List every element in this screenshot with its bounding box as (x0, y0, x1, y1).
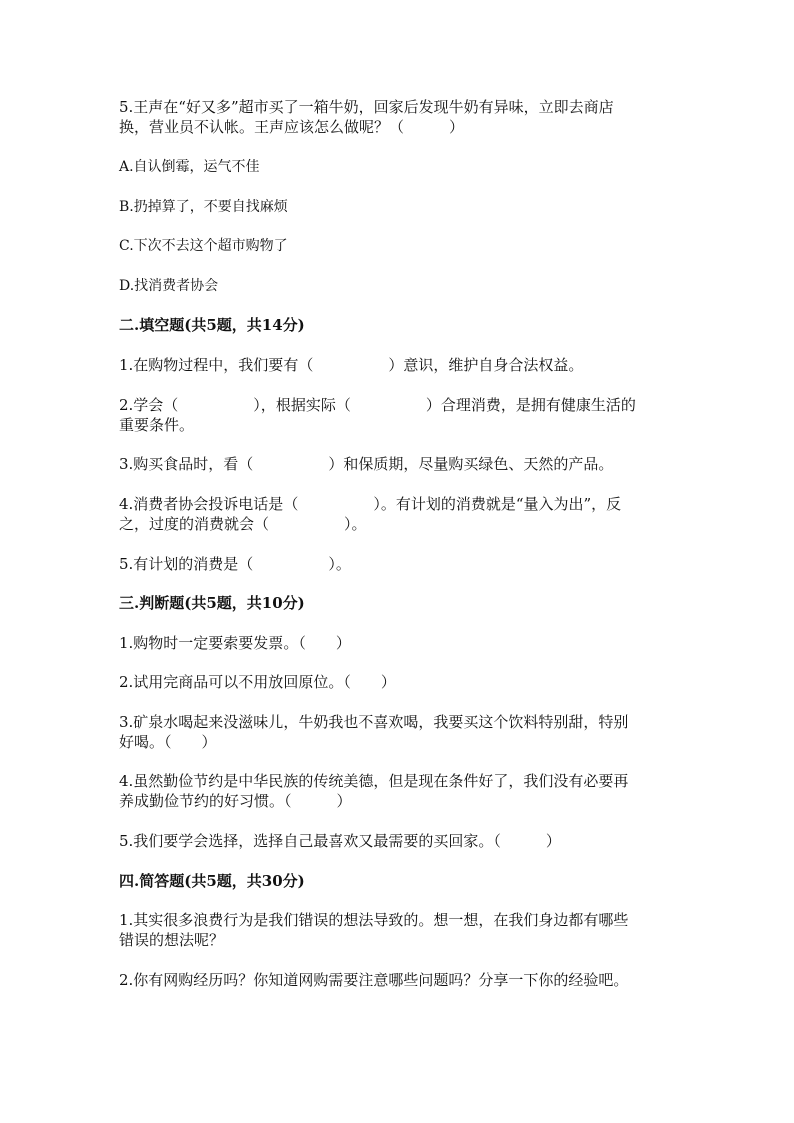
fill-question-2-line-1: 2.学会（ ），根据实际（ ）合理消费，是拥有健康生活的 (119, 396, 636, 414)
judge-question-4-line-1: 4.虽然勤俭节约是中华民族的传统美德，但是现在条件好了，我们没有必要再 (119, 772, 629, 790)
judge-question-3-line-1: 3.矿泉水喝起来没滋味儿，牛奶我也不喜欢喝，我要买这个饮料特别甜，特别 (119, 713, 629, 731)
judge-question-2: 2.试用完商品可以不用放回原位。（ ） (119, 673, 396, 691)
fill-question-5: 5.有计划的消费是（ ）。 (119, 555, 351, 573)
mc-question-5-line-1: 5.王声在“好又多”超市买了一箱牛奶，回家后发现牛奶有异味，立即去商店 (119, 98, 614, 116)
option-a: A.自认倒霉，运气不佳 (119, 159, 260, 175)
option-b: B.扔掉算了，不要自找麻烦 (119, 199, 288, 215)
mc-question-5-line-2: 换，营业员不认帐。王声应该怎么做呢？（ ） (119, 118, 465, 136)
short-question-1-line-1: 1.其实很多浪费行为是我们错误的想法导致的。想一想，在我们身边都有哪些 (119, 911, 629, 929)
section-heading-short-answer: 四.简答题(共5题，共30分) (119, 872, 305, 890)
fill-question-3: 3.购买食品时，看（ ）和保质期，尽量购买绿色、天然的产品。 (119, 455, 614, 473)
fill-question-4-line-2: 之，过度的消费就会（ ）。 (119, 515, 367, 533)
judge-question-3-line-2: 好喝。（ ） (119, 733, 217, 751)
judge-question-4-line-2: 养成勤俭节约的好习惯。（ ） (119, 792, 352, 810)
section-heading-judgement: 三.判断题(共5题，共10分) (119, 594, 305, 612)
fill-question-1: 1.在购物过程中，我们要有（ ）意识，维护自身合法权益。 (119, 356, 584, 374)
fill-question-2-line-2: 重要条件。 (119, 416, 195, 434)
option-c: C.下次不去这个超市购物了 (119, 238, 288, 254)
option-d: D.找消费者协会 (119, 278, 219, 294)
judge-question-5: 5.我们要学会选择，选择自己最喜欢又最需要的买回家。（ ） (119, 832, 561, 850)
short-question-1-line-2: 错误的想法呢？ (119, 931, 225, 949)
short-question-2: 2.你有网购经历吗？你知道网购需要注意哪些问题吗？分享一下你的经验吧。 (119, 971, 629, 989)
fill-question-4-line-1: 4.消费者协会投诉电话是（ ）。有计划的消费就是“量入为出”，反 (119, 495, 622, 513)
section-heading-fill-in: 二.填空题(共5题，共14分) (119, 316, 305, 334)
judge-question-1: 1.购物时一定要索要发票。（ ） (119, 634, 351, 652)
